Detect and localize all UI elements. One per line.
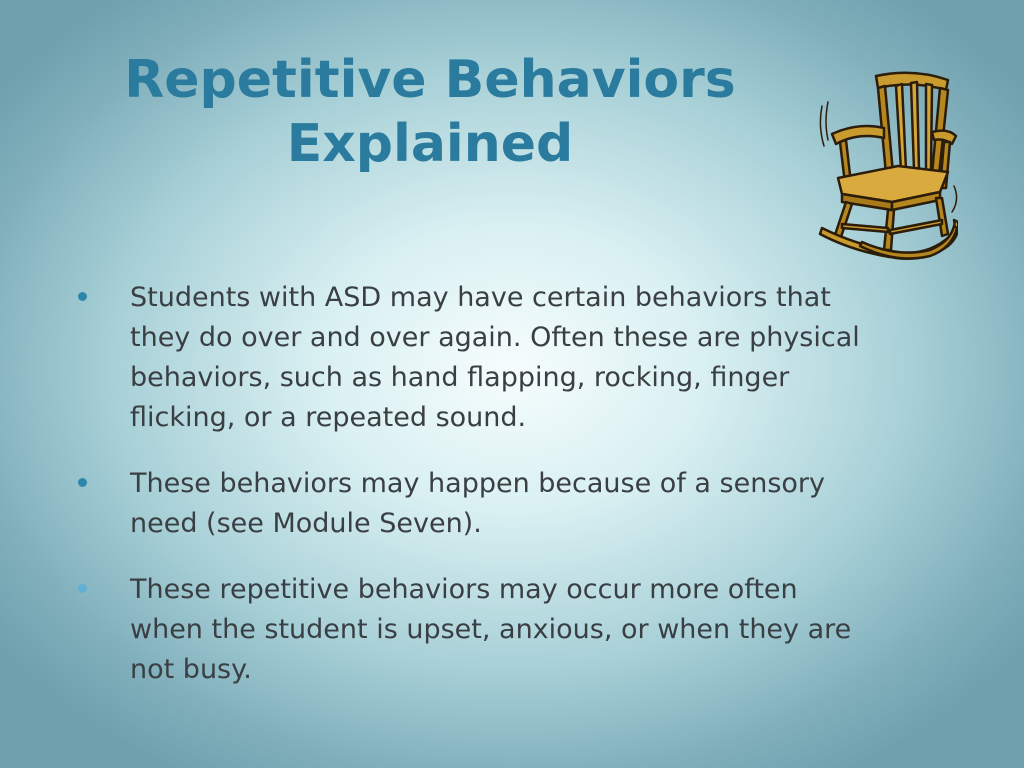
slide-title bbox=[120, 48, 740, 176]
rocking-chair-icon bbox=[818, 66, 958, 262]
bullet-dot-icon bbox=[78, 292, 87, 301]
slide-title-line-1: Repetitive Behaviors bbox=[124, 50, 736, 110]
bullet-text: These repetitive behaviors may occur more often when the student is upset, anxious, or when they are not busy. bbox=[130, 574, 852, 685]
bullet-item bbox=[74, 278, 874, 438]
bullet-dot-icon bbox=[78, 584, 87, 593]
bullet-item bbox=[74, 464, 874, 544]
bullet-dot-icon bbox=[78, 478, 87, 487]
bullet-list bbox=[74, 278, 954, 716]
slide-title-line-2: Explained bbox=[286, 114, 574, 174]
bullet-text: Students with ASD may have certain behaviors that they do over and over again. Often these are physical behaviors, such as hand flapping, rocking, finger flicking, or a repeated sound. bbox=[130, 282, 860, 433]
bullet-item bbox=[74, 570, 874, 690]
bullet-text: These behaviors may happen because of a sensory need (see Module Seven). bbox=[130, 468, 825, 539]
